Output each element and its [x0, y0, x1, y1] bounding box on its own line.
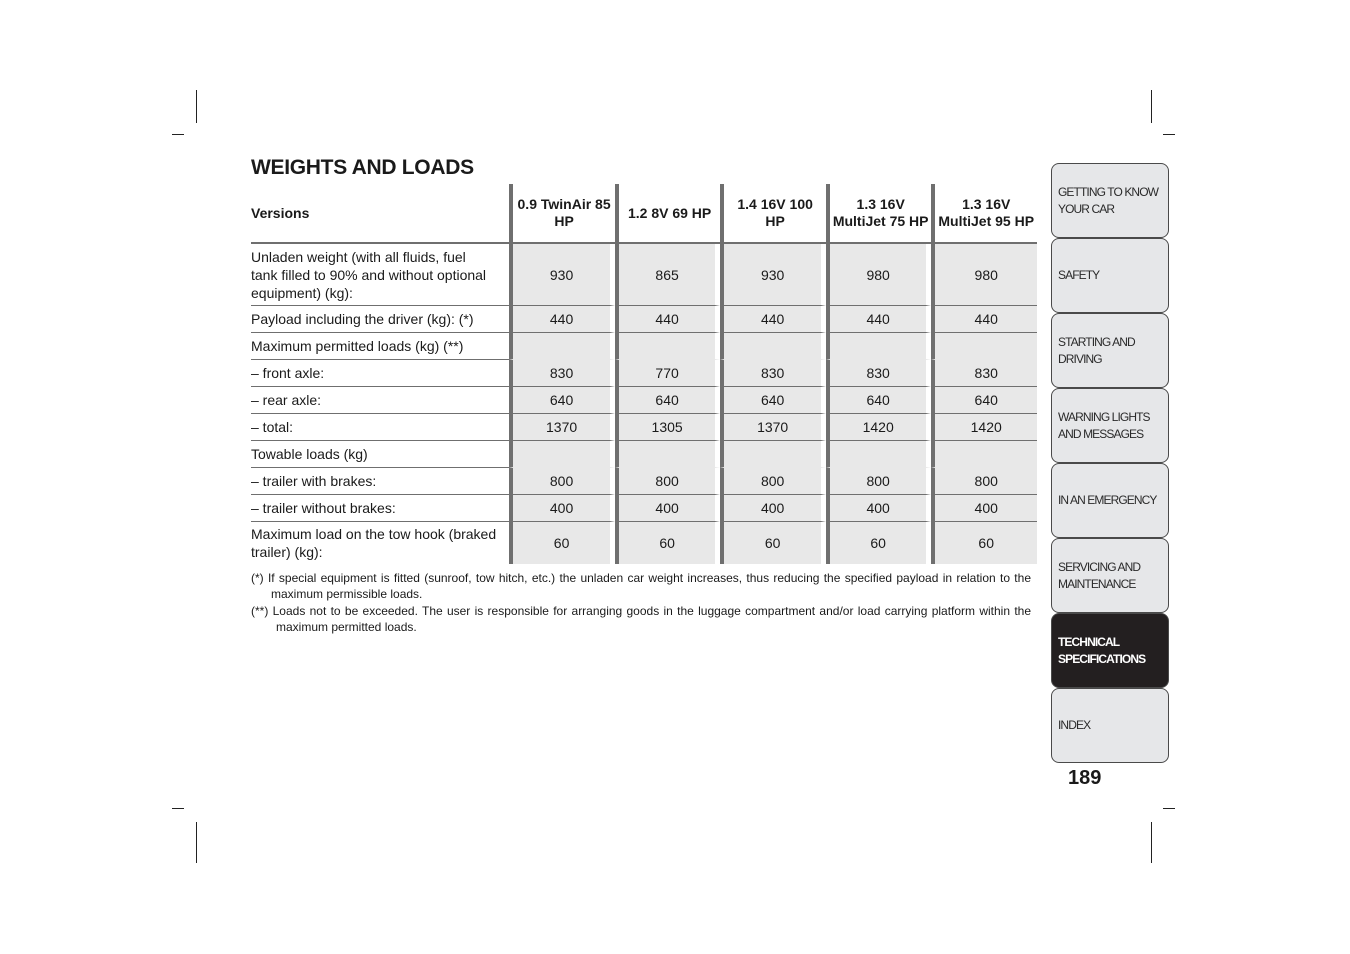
row-label: – total:: [251, 414, 509, 441]
tab-in-an-emergency[interactable]: [1051, 463, 1169, 538]
chapter-tabs: [1051, 163, 1169, 763]
table-cell: [826, 441, 932, 468]
table-cell: 440: [720, 306, 826, 333]
table-cell: 640: [826, 387, 932, 414]
row-label: – rear axle:: [251, 387, 509, 414]
table-cell: 1305: [615, 414, 721, 441]
column-header-versions: Versions: [251, 184, 509, 244]
table-row: [251, 333, 1037, 360]
table-cell: 640: [615, 387, 721, 414]
footnotes: [251, 570, 1031, 636]
table-row: [251, 495, 1037, 522]
table-cell: 800: [931, 468, 1037, 495]
table-cell: [615, 333, 721, 360]
table-cell: 1420: [931, 414, 1037, 441]
table-row: [251, 306, 1037, 333]
table-row: [251, 441, 1037, 468]
page-number: 189: [1068, 767, 1102, 789]
table-cell: [931, 333, 1037, 360]
table-cell: [509, 441, 615, 468]
table-cell: 640: [931, 387, 1037, 414]
footnote: (*) If special equipment is fitted (sunroof, tow hitch, etc.) the unladen car weight increases, thus reducing the specified payload in relation to the maximum permissible loads.: [251, 571, 1031, 601]
table-cell: 60: [720, 522, 826, 564]
table-cell: 980: [826, 244, 932, 306]
row-label: Payload including the driver (kg): (*): [251, 306, 509, 333]
table-cell: 800: [509, 468, 615, 495]
table-cell: 1420: [826, 414, 932, 441]
table-cell: 800: [826, 468, 932, 495]
table-cell: 640: [720, 387, 826, 414]
table-cell: 60: [509, 522, 615, 564]
table-cell: 440: [931, 306, 1037, 333]
tab-label: TECHNICAL SPECIFICATIONS: [1058, 634, 1146, 666]
table-cell: [826, 333, 932, 360]
table-row: [251, 360, 1037, 387]
tab-label: SAFETY: [1058, 268, 1100, 282]
table-row: [251, 414, 1037, 441]
table-cell: 440: [615, 306, 721, 333]
table-row: [251, 244, 1037, 306]
table-cell: 770: [615, 360, 721, 387]
crop-mark: [1163, 134, 1175, 135]
table-cell: 60: [931, 522, 1037, 564]
row-label: – trailer with brakes:: [251, 468, 509, 495]
table-cell: 60: [826, 522, 932, 564]
table-cell: 830: [720, 360, 826, 387]
tab-technical-specifications[interactable]: [1051, 613, 1169, 688]
crop-mark: [1163, 808, 1175, 809]
tab-starting-and-driving[interactable]: [1051, 313, 1169, 388]
table-cell: [720, 441, 826, 468]
tab-label: STARTING AND DRIVING: [1058, 334, 1135, 366]
crop-mark: [196, 822, 197, 863]
table-row: [251, 387, 1037, 414]
crop-mark: [172, 808, 184, 809]
table-cell: 800: [615, 468, 721, 495]
table-cell: [931, 441, 1037, 468]
row-label: Maximum load on the tow hook (braked trailer) (kg):: [251, 526, 497, 560]
table-cell: 865: [615, 244, 721, 306]
tab-label: WARNING LIGHTS AND MESSAGES: [1058, 409, 1150, 441]
table-cell: 400: [720, 495, 826, 522]
table-cell: 830: [826, 360, 932, 387]
table-header-row: [251, 184, 1037, 244]
table-cell: 1370: [509, 414, 615, 441]
table-row: [251, 468, 1037, 495]
row-label: Unladen weight (with all fluids, fuel tank filled to 90% and without optional equipment) (kg):: [251, 244, 509, 306]
table-cell: 800: [720, 468, 826, 495]
page-title: WEIGHTS AND LOADS: [251, 156, 474, 179]
table-cell: 930: [720, 244, 826, 306]
tab-label: IN AN EMERGENCY: [1058, 493, 1157, 507]
tab-label: SERVICING AND MAINTENANCE: [1058, 559, 1141, 591]
weights-table: [251, 184, 1037, 564]
tab-servicing-and-maintenance[interactable]: [1051, 538, 1169, 613]
tab-index[interactable]: [1051, 688, 1169, 763]
column-header-version: 1.3 16V MultiJet 95 HP: [931, 184, 1037, 244]
table-row: [251, 522, 1037, 564]
table-cell: 640: [509, 387, 615, 414]
crop-mark: [1151, 822, 1152, 863]
table-cell: [720, 333, 826, 360]
tab-getting-to-know-your-car[interactable]: [1051, 163, 1169, 238]
table-cell: 400: [826, 495, 932, 522]
table-cell: [509, 333, 615, 360]
table-cell: 930: [509, 244, 615, 306]
table-cell: 830: [509, 360, 615, 387]
row-label: Maximum permitted loads (kg) (**): [251, 333, 509, 360]
table-cell: 400: [509, 495, 615, 522]
footnote: (**) Loads not to be exceeded. The user is responsible for arranging goods in the luggage compartment and/or load carrying platform within the maximum permitted loads.: [251, 604, 1031, 634]
tab-warning-lights-and-messages[interactable]: [1051, 388, 1169, 463]
tab-label: INDEX: [1058, 718, 1091, 732]
table-cell: 980: [931, 244, 1037, 306]
table-cell: 1370: [720, 414, 826, 441]
column-header-version: 1.3 16V MultiJet 75 HP: [826, 184, 932, 244]
tab-label: GETTING TO KNOW YOUR CAR: [1058, 184, 1159, 216]
crop-mark: [196, 90, 197, 123]
table-cell: 400: [615, 495, 721, 522]
table-cell: 440: [826, 306, 932, 333]
row-label: – trailer without brakes:: [251, 495, 509, 522]
table-cell: 830: [931, 360, 1037, 387]
table-cell: [615, 441, 721, 468]
tab-safety[interactable]: [1051, 238, 1169, 313]
table-cell: 400: [931, 495, 1037, 522]
row-label: Towable loads (kg): [251, 441, 509, 468]
crop-mark: [1151, 90, 1152, 123]
column-header-version: 1.4 16V 100 HP: [720, 184, 826, 244]
table-cell: 60: [615, 522, 721, 564]
row-label: – front axle:: [251, 360, 509, 387]
table-cell: 440: [509, 306, 615, 333]
crop-mark: [172, 134, 184, 135]
column-header-version: 1.2 8V 69 HP: [615, 184, 721, 244]
column-header-version: 0.9 TwinAir 85 HP: [509, 184, 615, 244]
